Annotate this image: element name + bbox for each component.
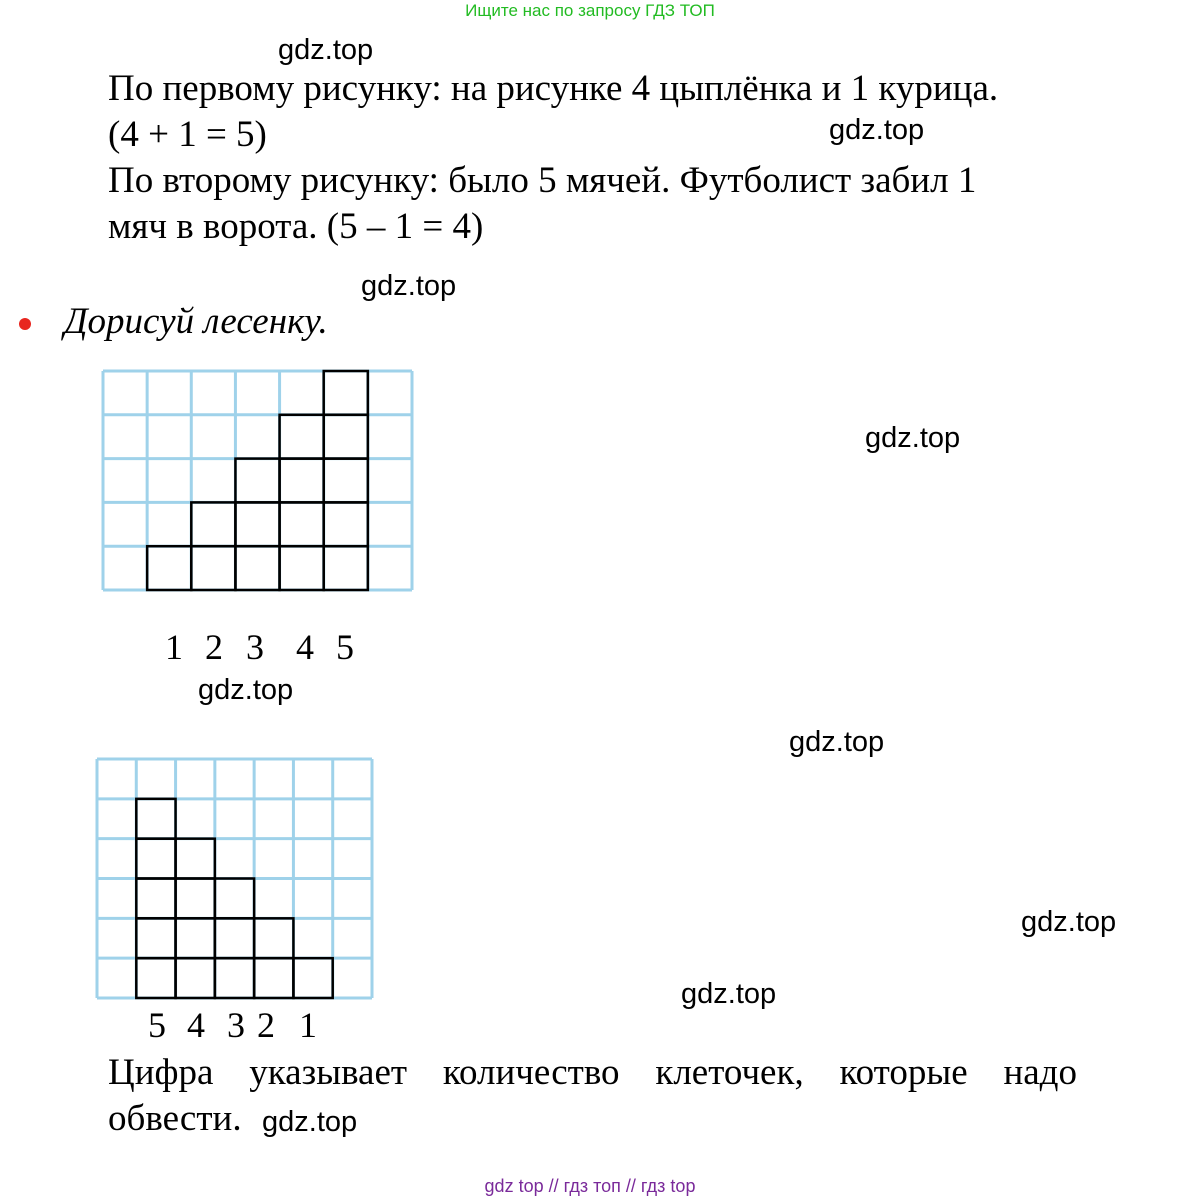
watermark: gdz.top bbox=[1021, 906, 1117, 938]
staircase-cell bbox=[280, 459, 324, 503]
watermark: gdz.top bbox=[829, 114, 925, 146]
staircase-cell bbox=[136, 799, 175, 839]
staircase-cell bbox=[136, 839, 175, 879]
staircase-cell bbox=[191, 502, 235, 546]
staircase-cell bbox=[280, 502, 324, 546]
staircase-cell bbox=[176, 879, 215, 919]
staircase-cell bbox=[191, 546, 235, 590]
top-banner: Ищите нас по запросу ГДЗ ТОП bbox=[465, 1, 715, 20]
paragraph-1-line-1: По первому рисунку: на рисунке 4 цыплёнка и 1 курица. bbox=[108, 68, 999, 109]
staircase-down-label: 5 bbox=[148, 1005, 166, 1045]
staircase-down-label: 3 bbox=[227, 1005, 245, 1045]
staircase-cell bbox=[215, 918, 254, 958]
watermark: gdz.top bbox=[198, 674, 294, 706]
staircase-cell bbox=[136, 918, 175, 958]
staircase-down-grid bbox=[97, 759, 372, 998]
staircase-cell bbox=[176, 839, 215, 879]
staircase-up-label: 5 bbox=[336, 627, 354, 667]
conclusion-line-1: Цифра указывает количество клеточек, которые надо bbox=[108, 1052, 1077, 1093]
staircase-cell bbox=[147, 546, 191, 590]
watermark: gdz.top bbox=[361, 270, 457, 302]
staircase-up-label: 3 bbox=[246, 627, 264, 667]
paragraph-1-line-2: (4 + 1 = 5) bbox=[108, 114, 267, 155]
staircase-cell bbox=[136, 879, 175, 919]
staircase-cell bbox=[176, 958, 215, 998]
watermark: gdz.top bbox=[681, 978, 777, 1010]
watermark: gdz.top bbox=[789, 726, 885, 758]
staircase-up-label: 4 bbox=[296, 627, 314, 667]
staircase-up-grid bbox=[103, 371, 412, 590]
task-title: Дорисуй лесенку. bbox=[64, 301, 328, 342]
staircase-cell bbox=[280, 546, 324, 590]
staircase-down-label: 1 bbox=[299, 1005, 317, 1045]
staircase-cell bbox=[324, 415, 368, 459]
staircase-down-label: 4 bbox=[187, 1005, 205, 1045]
staircase-cell bbox=[215, 879, 254, 919]
staircase-cell bbox=[293, 958, 332, 998]
staircase-cell bbox=[215, 958, 254, 998]
staircase-cell bbox=[254, 958, 293, 998]
task-bullet-icon bbox=[19, 318, 31, 330]
staircase-cell bbox=[176, 918, 215, 958]
watermark: gdz.top bbox=[262, 1106, 358, 1138]
staircase-cell bbox=[324, 459, 368, 503]
staircase-up-label: 2 bbox=[205, 627, 223, 667]
staircase-cell bbox=[324, 546, 368, 590]
staircase-cell bbox=[235, 459, 279, 503]
staircase-cell bbox=[324, 371, 368, 415]
staircase-down-label: 2 bbox=[257, 1005, 275, 1045]
watermark: gdz.top bbox=[865, 422, 961, 454]
watermark: gdz.top bbox=[278, 34, 374, 66]
paragraph-2-line-1: По второму рисунку: было 5 мячей. Футболист забил 1 bbox=[108, 160, 977, 201]
conclusion-line-2: обвести. bbox=[108, 1098, 242, 1139]
staircase-up-label: 1 bbox=[165, 627, 183, 667]
staircase-cell bbox=[235, 502, 279, 546]
staircase-cell bbox=[254, 918, 293, 958]
staircase-cell bbox=[136, 958, 175, 998]
staircase-cell bbox=[235, 546, 279, 590]
paragraph-2-line-2: мяч в ворота. (5 – 1 = 4) bbox=[108, 206, 484, 247]
staircase-cell bbox=[324, 502, 368, 546]
footer-links: gdz top // гдз топ // гдз top bbox=[484, 1176, 696, 1196]
staircase-cell bbox=[280, 415, 324, 459]
